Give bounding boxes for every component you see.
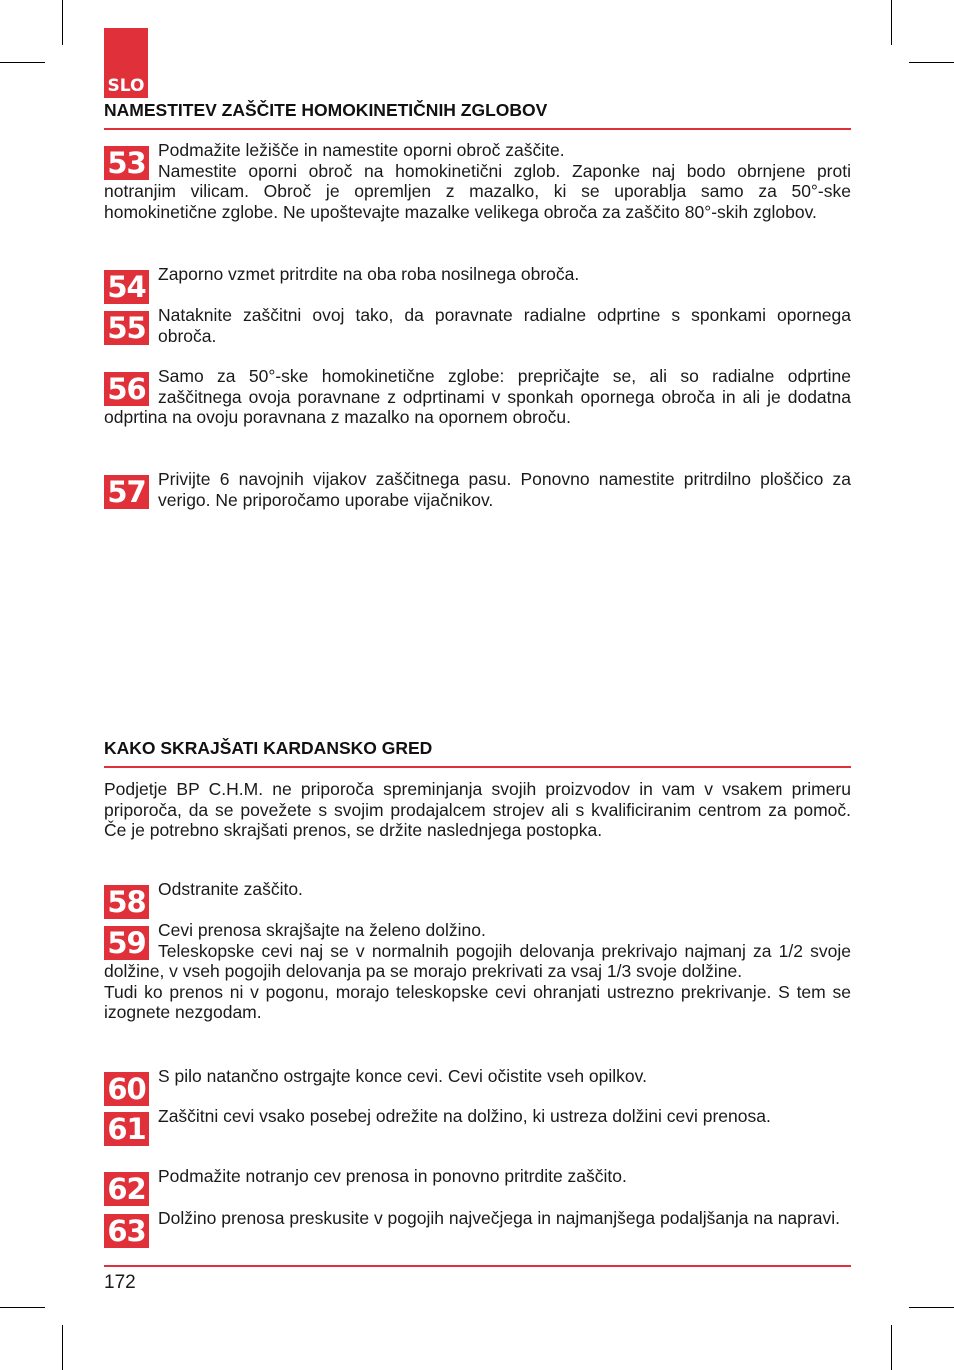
language-tab: SLO <box>104 28 148 98</box>
footer-divider <box>104 1265 851 1267</box>
section-divider <box>104 766 851 768</box>
step-text: Samo za 50°-ske homokinetične zglobe: prepričajte se, ali so radialne odprtine zaščitnega ovoja poravnane z odprtinami v sponkah opornega obroča in ali je dodatna odprtina na ovoju poravnana z mazalko na opornem obroču. <box>104 366 851 427</box>
step-60 <box>104 1066 851 1106</box>
intro-paragraph: Podjetje BP C.H.M. ne priporoča spreminjanja svojih proizvodov in vam v vsakem primeru priporoča, da se povežete s svojim prodajalcem strojev ali s kvalificiranim centrom za pomoč. Če je potrebno skrajšati prenos, se držite naslednjega postopka. <box>104 779 851 840</box>
step-63 <box>104 1208 851 1248</box>
step-text: Podmažite ležišče in namestite oporni obroč zaščite. <box>158 140 565 160</box>
step-62 <box>104 1166 851 1206</box>
step-number: 53 <box>104 146 149 180</box>
section-title: NAMESTITEV ZAŠČITE HOMOKINETIČNIH ZGLOBOV <box>104 100 548 120</box>
section-divider <box>104 128 851 130</box>
crop-mark <box>62 1325 63 1370</box>
crop-mark <box>62 0 63 45</box>
step-number: 62 <box>104 1172 149 1206</box>
step-56 <box>104 366 851 428</box>
step-number: 57 <box>104 475 149 509</box>
crop-mark <box>0 1307 45 1308</box>
step-55 <box>104 305 851 346</box>
crop-mark <box>891 1325 892 1370</box>
step-number: 63 <box>104 1214 149 1248</box>
step-61 <box>104 1106 851 1146</box>
crop-mark <box>891 0 892 45</box>
step-number: 54 <box>104 270 149 304</box>
step-text: Cevi prenosa skrajšajte na želeno dolžino. <box>158 920 486 940</box>
step-text: Dolžino prenosa preskusite v pogojih največjega in najmanjšega podaljšanja na napravi. <box>158 1208 840 1228</box>
step-text: Namestite oporni obroč na homokinetični zglob. Zaponke naj bodo obrnjene proti notranjim vilicam. Obroč je opremljen z mazalko, ki se uporablja samo za 50°-ske homokinetične zglobe. Ne upoštevajte mazalke velikega obroča za zaščito 80°-skih zglobov. <box>104 160 851 222</box>
step-text: Teleskopske cevi naj se v normalnih pogojih delovanja prekrivajo najmanj za 1/2 svoje dolžine, v vseh pogojih delovanja pa se morajo prekrivati za vsaj 1/3 svoje dolžine. <box>104 940 851 981</box>
step-text: Privijte 6 navojnih vijakov zaščitnega pasu. Ponovno namestite pritrdilno ploščico za verigo. Ne priporočamo uporabe vijačnikov. <box>158 469 851 510</box>
step-58 <box>104 879 851 919</box>
step-text: Tudi ko prenos ni v pogonu, morajo teleskopske cevi ohranjati ustrezno prekrivanje. S tem se izognete nezgodam. <box>104 981 851 1022</box>
step-number: 56 <box>104 372 149 406</box>
step-text: S pilo natančno ostrgajte konce cevi. Cevi očistite vseh opilkov. <box>158 1066 647 1086</box>
step-57 <box>104 469 851 510</box>
step-text: Zaporno vzmet pritrdite na oba roba nosilnega obroča. <box>158 264 580 284</box>
step-text: Odstranite zaščito. <box>158 879 303 899</box>
crop-mark <box>909 1307 954 1308</box>
step-text: Zaščitni cevi vsako posebej odrežite na dolžino, ki ustreza dolžini cevi prenosa. <box>158 1106 771 1126</box>
step-text: Podmažite notranjo cev prenosa in ponovno pritrdite zaščito. <box>158 1166 627 1186</box>
step-number: 55 <box>104 311 149 345</box>
step-number: 60 <box>104 1072 149 1106</box>
section-title: KAKO SKRAJŠATI KARDANSKO GRED <box>104 738 433 758</box>
crop-mark <box>909 62 954 63</box>
step-text: Nataknite zaščitni ovoj tako, da poravnate radialne odprtine s sponkami opornega obroča. <box>158 305 851 346</box>
page-number: 172 <box>104 1272 136 1293</box>
step-number: 59 <box>104 926 149 960</box>
step-53 <box>104 140 851 222</box>
step-59 <box>104 920 851 1023</box>
step-number: 58 <box>104 885 149 919</box>
step-54 <box>104 264 851 304</box>
step-number: 61 <box>104 1112 149 1146</box>
crop-mark <box>0 62 45 63</box>
